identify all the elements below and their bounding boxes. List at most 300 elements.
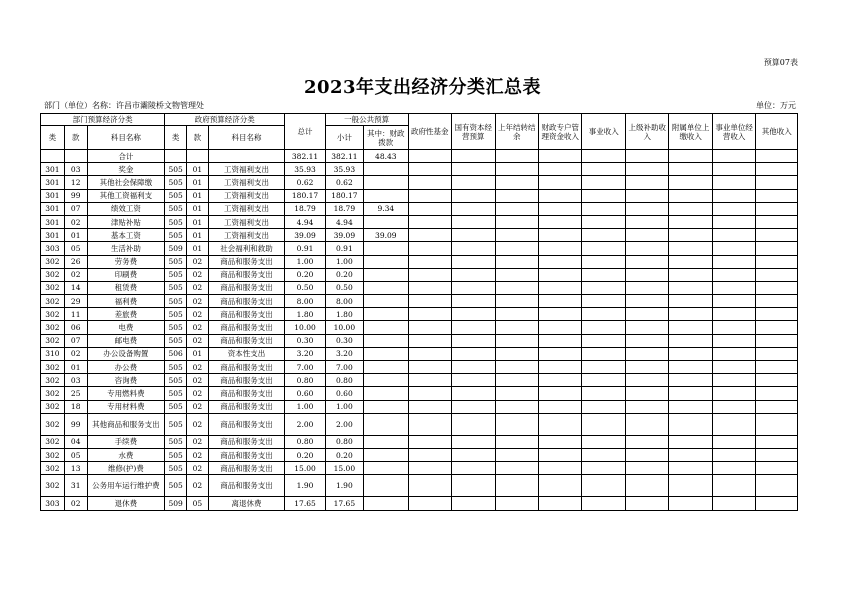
gov-lei-cell: 505 <box>165 163 187 176</box>
dept-subject-cell: 咨询费 <box>87 374 165 387</box>
empty-cell <box>495 374 538 387</box>
subtotal-cell: 0.80 <box>325 435 363 448</box>
empty-cell <box>539 475 582 497</box>
subtotal-cell: 0.91 <box>325 242 363 255</box>
dept-kuan-cell: 07 <box>64 202 87 215</box>
empty-cell <box>582 281 625 294</box>
total-cell: 4.94 <box>285 215 325 228</box>
gov-fund-header: 政府性基金 <box>408 114 451 150</box>
empty-cell <box>452 334 495 347</box>
empty-cell <box>539 308 582 321</box>
empty-cell <box>756 255 798 268</box>
dept-kuan-cell: 05 <box>64 242 87 255</box>
total-cell: 1.00 <box>285 255 325 268</box>
empty-cell <box>625 448 668 461</box>
gov-kuan-cell: 01 <box>186 163 208 176</box>
table-row <box>41 281 798 294</box>
total-cell: 10.00 <box>285 321 325 334</box>
empty-cell <box>539 448 582 461</box>
table-row <box>41 347 798 360</box>
dept-subject-cell: 邮电费 <box>87 334 165 347</box>
dept-subject-cell: 印刷费 <box>87 268 165 281</box>
summary-row <box>41 150 798 163</box>
empty-cell <box>756 281 798 294</box>
gov-kuan-cell: 02 <box>186 387 208 400</box>
public-budget-header: 一般公共预算 <box>325 114 408 126</box>
fiscal-cell <box>364 334 409 347</box>
gov-lei-cell: 505 <box>165 413 187 435</box>
empty-cell <box>495 295 538 308</box>
gov-subject-cell: 社会福利和救助 <box>208 242 285 255</box>
fiscal-cell <box>364 462 409 475</box>
table-row <box>41 176 798 189</box>
empty-cell <box>539 189 582 202</box>
fiscal-cell <box>364 308 409 321</box>
gov-kuan-cell: 02 <box>186 374 208 387</box>
dept-kuan-header: 款 <box>64 126 87 150</box>
empty-cell <box>539 321 582 334</box>
business-income-header: 事业收入 <box>582 114 625 150</box>
dept-kuan-cell: 25 <box>64 387 87 400</box>
empty-cell <box>539 229 582 242</box>
empty-cell <box>756 229 798 242</box>
empty-cell <box>756 361 798 374</box>
empty-cell <box>495 347 538 360</box>
empty-cell <box>582 334 625 347</box>
gov-subject-cell: 商品和服务支出 <box>208 374 285 387</box>
empty-cell <box>408 215 451 228</box>
empty-cell <box>452 462 495 475</box>
empty-cell <box>495 308 538 321</box>
dept-subject-cell: 办公设备购置 <box>87 347 165 360</box>
gov-kuan-cell: 02 <box>186 295 208 308</box>
total-cell: 39.09 <box>285 229 325 242</box>
dept-kuan-cell: 29 <box>64 295 87 308</box>
gov-subject-cell: 商品和服务支出 <box>208 361 285 374</box>
dept-lei-cell: 301 <box>41 215 65 228</box>
dept-lei-cell: 303 <box>41 497 65 510</box>
subtotal-cell: 2.00 <box>325 413 363 435</box>
dept-lei-cell: 302 <box>41 374 65 387</box>
empty-cell <box>625 475 668 497</box>
empty-cell <box>712 361 755 374</box>
gov-lei-header: 类 <box>165 126 187 150</box>
empty-cell <box>669 229 712 242</box>
fiscal-cell <box>364 242 409 255</box>
empty-cell <box>756 334 798 347</box>
total-cell: 180.17 <box>285 189 325 202</box>
dept-lei-cell: 310 <box>41 347 65 360</box>
empty-cell <box>452 163 495 176</box>
empty-cell <box>408 189 451 202</box>
empty-cell <box>495 176 538 189</box>
empty-cell <box>669 281 712 294</box>
gov-subject-cell: 工资福利支出 <box>208 215 285 228</box>
empty-cell <box>756 295 798 308</box>
empty-cell <box>669 413 712 435</box>
gov-lei-cell: 505 <box>165 448 187 461</box>
empty-cell <box>625 413 668 435</box>
empty-cell <box>712 435 755 448</box>
gov-lei-cell: 509 <box>165 497 187 510</box>
total-cell: 35.93 <box>285 163 325 176</box>
total-cell: 0.30 <box>285 334 325 347</box>
fiscal-cell <box>364 497 409 510</box>
table-row <box>41 202 798 215</box>
empty-cell <box>408 400 451 413</box>
empty-cell <box>625 189 668 202</box>
fiscal-cell <box>364 176 409 189</box>
empty-cell <box>712 387 755 400</box>
empty-cell <box>582 475 625 497</box>
empty-cell <box>452 308 495 321</box>
gov-kuan-cell: 02 <box>186 334 208 347</box>
gov-subject-cell: 工资福利支出 <box>208 229 285 242</box>
empty-cell <box>669 242 712 255</box>
empty-cell <box>539 268 582 281</box>
fiscal-cell <box>364 321 409 334</box>
dept-subject-cell: 其他社会保障缴 <box>87 176 165 189</box>
gov-subject-cell: 工资福利支出 <box>208 176 285 189</box>
fiscal-cell: 9.34 <box>364 202 409 215</box>
gov-kuan-cell: 02 <box>186 361 208 374</box>
empty-cell <box>452 448 495 461</box>
empty-cell <box>582 295 625 308</box>
fiscal-cell <box>364 413 409 435</box>
empty-cell <box>669 497 712 510</box>
gov-kuan-cell: 02 <box>186 435 208 448</box>
gov-kuan-cell: 02 <box>186 448 208 461</box>
dept-subject-cell: 专用燃料费 <box>87 387 165 400</box>
empty-cell <box>625 229 668 242</box>
fiscal-cell <box>364 189 409 202</box>
dept-kuan-cell: 02 <box>64 215 87 228</box>
empty-cell <box>625 242 668 255</box>
dept-lei-cell: 302 <box>41 387 65 400</box>
empty-cell <box>756 448 798 461</box>
gov-subject-cell: 商品和服务支出 <box>208 334 285 347</box>
empty-cell <box>495 255 538 268</box>
dept-lei-cell: 302 <box>41 413 65 435</box>
empty-cell <box>582 321 625 334</box>
table-row <box>41 387 798 400</box>
table-row <box>41 413 798 435</box>
empty-cell <box>452 347 495 360</box>
empty-cell <box>582 347 625 360</box>
form-code: 预算07表 <box>763 58 798 67</box>
gov-subject-cell: 商品和服务支出 <box>208 268 285 281</box>
dept-lei-cell: 302 <box>41 448 65 461</box>
dept-lei-cell: 302 <box>41 435 65 448</box>
dept-lei-cell: 301 <box>41 189 65 202</box>
total-cell: 15.00 <box>285 462 325 475</box>
empty-cell <box>495 448 538 461</box>
empty-cell <box>582 308 625 321</box>
empty-cell <box>495 334 538 347</box>
total-cell: 0.62 <box>285 176 325 189</box>
dept-kuan-cell: 99 <box>64 413 87 435</box>
empty-cell <box>669 176 712 189</box>
summary-label: 合计 <box>87 150 165 163</box>
gov-subject-cell: 商品和服务支出 <box>208 448 285 461</box>
empty-cell <box>408 281 451 294</box>
total-cell: 3.20 <box>285 347 325 360</box>
gov-subject-cell: 商品和服务支出 <box>208 295 285 308</box>
empty-cell <box>669 268 712 281</box>
dept-subject-cell: 基本工资 <box>87 229 165 242</box>
subtotal-cell: 18.79 <box>325 202 363 215</box>
empty-cell <box>625 497 668 510</box>
gov-lei-cell: 505 <box>165 334 187 347</box>
empty-cell <box>408 295 451 308</box>
empty-cell <box>408 497 451 510</box>
empty-cell <box>408 255 451 268</box>
dept-subject-header: 科目名称 <box>87 126 165 150</box>
fiscal-cell <box>364 361 409 374</box>
empty-cell <box>495 189 538 202</box>
operating-income-header: 事业单位经营收入 <box>712 114 755 150</box>
empty-cell <box>669 202 712 215</box>
empty-cell <box>495 163 538 176</box>
empty-cell <box>582 387 625 400</box>
gov-subject-cell: 商品和服务支出 <box>208 281 285 294</box>
empty-cell <box>582 361 625 374</box>
gov-kuan-cell: 05 <box>186 497 208 510</box>
gov-subject-cell: 商品和服务支出 <box>208 321 285 334</box>
subtotal-cell: 0.80 <box>325 374 363 387</box>
gov-subject-cell: 商品和服务支出 <box>208 413 285 435</box>
gov-subject-cell: 商品和服务支出 <box>208 255 285 268</box>
table-row <box>41 163 798 176</box>
dept-subject-cell: 电费 <box>87 321 165 334</box>
gov-subject-cell: 商品和服务支出 <box>208 387 285 400</box>
table-row <box>41 448 798 461</box>
gov-kuan-cell: 01 <box>186 229 208 242</box>
gov-lei-cell: 505 <box>165 295 187 308</box>
empty-cell <box>582 229 625 242</box>
total-cell: 17.65 <box>285 497 325 510</box>
empty-cell <box>452 189 495 202</box>
empty-cell <box>452 387 495 400</box>
empty-cell <box>712 413 755 435</box>
total-cell: 0.80 <box>285 374 325 387</box>
empty-cell <box>408 413 451 435</box>
fiscal-cell <box>364 163 409 176</box>
empty-cell <box>582 163 625 176</box>
empty-cell <box>539 347 582 360</box>
table-row <box>41 361 798 374</box>
empty-cell <box>495 387 538 400</box>
gov-subject-cell: 商品和服务支出 <box>208 308 285 321</box>
gov-lei-cell: 506 <box>165 347 187 360</box>
gov-kuan-cell: 02 <box>186 308 208 321</box>
empty-cell <box>408 347 451 360</box>
dept-kuan-cell: 05 <box>64 448 87 461</box>
fiscal-header: 其中：财政拨款 <box>364 126 409 150</box>
empty-cell <box>712 176 755 189</box>
empty-cell <box>669 448 712 461</box>
empty-cell <box>625 308 668 321</box>
table-row <box>41 497 798 510</box>
dept-kuan-cell: 02 <box>64 497 87 510</box>
gov-kuan-cell: 02 <box>186 462 208 475</box>
dept-lei-cell: 302 <box>41 475 65 497</box>
empty-cell <box>582 413 625 435</box>
subtotal-cell: 0.30 <box>325 334 363 347</box>
empty-cell <box>625 163 668 176</box>
empty-cell <box>712 215 755 228</box>
empty-cell <box>582 448 625 461</box>
fiscal-cell <box>364 215 409 228</box>
empty-cell <box>408 475 451 497</box>
subtotal-cell: 1.90 <box>325 475 363 497</box>
empty-cell <box>669 400 712 413</box>
empty-cell <box>756 347 798 360</box>
subtotal-header: 小计 <box>325 126 363 150</box>
empty-cell <box>756 215 798 228</box>
empty-cell <box>452 229 495 242</box>
dept-subject-cell: 津贴补贴 <box>87 215 165 228</box>
empty-cell <box>712 189 755 202</box>
dept-subject-cell: 差旅费 <box>87 308 165 321</box>
total-cell: 0.80 <box>285 435 325 448</box>
gov-kuan-cell: 01 <box>186 215 208 228</box>
empty-cell <box>669 215 712 228</box>
empty-cell <box>712 462 755 475</box>
gov-subject-cell: 商品和服务支出 <box>208 435 285 448</box>
empty-cell <box>669 189 712 202</box>
empty-cell <box>756 462 798 475</box>
fiscal-cell: 39.09 <box>364 229 409 242</box>
subtotal-cell: 39.09 <box>325 229 363 242</box>
dept-subject-cell: 维修(护)费 <box>87 462 165 475</box>
empty-cell <box>712 229 755 242</box>
empty-cell <box>582 497 625 510</box>
empty-cell <box>495 497 538 510</box>
empty-cell <box>669 475 712 497</box>
subtotal-cell: 15.00 <box>325 462 363 475</box>
empty-cell <box>712 321 755 334</box>
empty-cell <box>495 268 538 281</box>
fiscal-cell <box>364 448 409 461</box>
empty-cell <box>712 163 755 176</box>
empty-cell <box>625 281 668 294</box>
dept-kuan-cell: 01 <box>64 361 87 374</box>
empty-cell <box>756 435 798 448</box>
gov-subject-cell: 离退休费 <box>208 497 285 510</box>
empty-cell <box>452 321 495 334</box>
subtotal-cell: 10.00 <box>325 321 363 334</box>
dept-lei-cell: 302 <box>41 321 65 334</box>
empty-cell <box>756 497 798 510</box>
empty-cell <box>756 374 798 387</box>
gov-kuan-cell: 02 <box>186 281 208 294</box>
empty-cell <box>712 242 755 255</box>
empty-cell <box>582 462 625 475</box>
empty-cell <box>669 321 712 334</box>
empty-cell <box>452 176 495 189</box>
dept-lei-cell: 302 <box>41 281 65 294</box>
empty-cell <box>452 295 495 308</box>
special-fund-header: 财政专户管理资金收入 <box>539 114 582 150</box>
empty-cell <box>625 202 668 215</box>
dept-lei-cell: 302 <box>41 255 65 268</box>
gov-subject-cell: 商品和服务支出 <box>208 400 285 413</box>
empty-cell <box>669 374 712 387</box>
dept-subject-cell: 其他工资福利支 <box>87 189 165 202</box>
dept-lei-cell: 301 <box>41 229 65 242</box>
subtotal-cell: 8.00 <box>325 295 363 308</box>
subtotal-cell: 1.00 <box>325 400 363 413</box>
dept-kuan-cell: 99 <box>64 189 87 202</box>
empty-cell <box>408 268 451 281</box>
empty-cell <box>625 400 668 413</box>
empty-cell <box>539 176 582 189</box>
empty-cell <box>408 176 451 189</box>
other-income-header: 其他收入 <box>756 114 798 150</box>
empty-cell <box>539 163 582 176</box>
empty-cell <box>408 435 451 448</box>
table-row <box>41 229 798 242</box>
empty-cell <box>712 281 755 294</box>
dept-subject-cell: 劳务费 <box>87 255 165 268</box>
dept-lei-cell: 303 <box>41 242 65 255</box>
empty-cell <box>756 268 798 281</box>
dept-kuan-cell: 07 <box>64 334 87 347</box>
gov-lei-cell: 505 <box>165 202 187 215</box>
dept-kuan-cell: 03 <box>64 163 87 176</box>
empty-cell <box>539 497 582 510</box>
empty-cell <box>712 308 755 321</box>
total-cell: 1.80 <box>285 308 325 321</box>
dept-subject-cell: 公务用车运行维护费 <box>87 475 165 497</box>
expenditure-table <box>40 113 798 511</box>
empty-cell <box>582 268 625 281</box>
empty-cell <box>756 163 798 176</box>
total-cell: 1.00 <box>285 400 325 413</box>
empty-cell <box>582 215 625 228</box>
gov-lei-cell: 505 <box>165 462 187 475</box>
table-body <box>41 150 798 511</box>
empty-cell <box>669 295 712 308</box>
total-cell: 0.20 <box>285 268 325 281</box>
gov-lei-cell: 505 <box>165 361 187 374</box>
empty-cell <box>712 295 755 308</box>
dept-subject-cell: 手续费 <box>87 435 165 448</box>
table-row <box>41 242 798 255</box>
empty-cell <box>408 387 451 400</box>
dept-subject-cell: 水费 <box>87 448 165 461</box>
empty-cell <box>408 229 451 242</box>
gov-classification-header: 政府预算经济分类 <box>165 114 285 126</box>
dept-kuan-cell: 12 <box>64 176 87 189</box>
table-row <box>41 435 798 448</box>
unit-label: 单位：万元 <box>756 101 796 110</box>
department-name: 部门（单位）名称：许昌市灞陵桥文物管理处 <box>44 101 204 110</box>
empty-cell <box>539 242 582 255</box>
table-row <box>41 268 798 281</box>
dept-kuan-cell: 02 <box>64 347 87 360</box>
gov-kuan-cell: 02 <box>186 268 208 281</box>
empty-cell <box>712 255 755 268</box>
empty-cell <box>495 321 538 334</box>
subtotal-cell: 4.94 <box>325 215 363 228</box>
empty-cell <box>408 361 451 374</box>
empty-cell <box>539 202 582 215</box>
empty-cell <box>625 215 668 228</box>
empty-cell <box>756 176 798 189</box>
empty-cell <box>756 475 798 497</box>
